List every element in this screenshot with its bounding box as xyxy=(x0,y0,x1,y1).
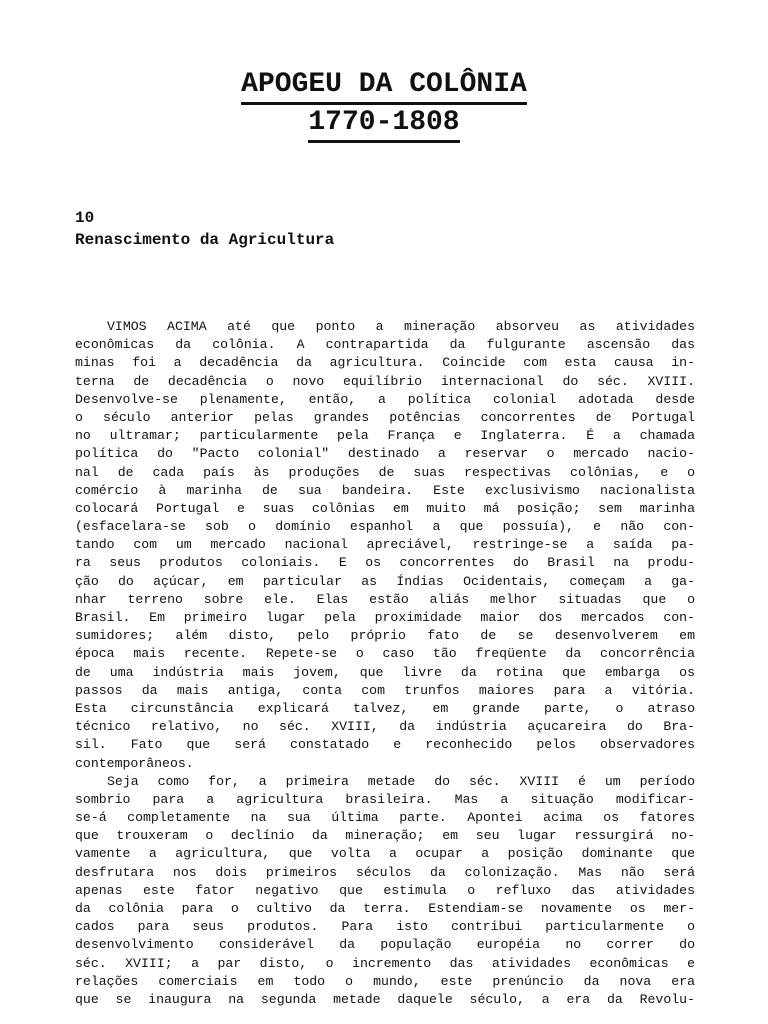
body-line: contemporâneos. xyxy=(75,755,194,771)
chapter-title: Renascimento da Agricultura xyxy=(75,231,335,249)
body-line: ção do açúcar, em particular as Índias Ocidentais, começam a ga- xyxy=(75,573,695,589)
title-line-1: APOGEU DA COLÔNIA xyxy=(241,68,527,105)
body-line: econômicas da colônia. A contrapartida da fulgurante ascensão das xyxy=(75,337,695,353)
body-line: tando com um mercado nacional apreciável, restringe-se a saída pa- xyxy=(75,537,695,553)
body-line: nal de cada país às produções de suas respectivas colônias, e o xyxy=(75,464,695,480)
body-line: época mais recente. Repete-se o caso tão freqüente da concorrência xyxy=(75,646,695,662)
body-line: no ultramar; particularmente pela França e Inglaterra. É a chamada xyxy=(75,428,695,444)
body-line: que se inaugura na segunda metade daquele século, a era da Revolu- xyxy=(75,991,695,1007)
chapter-number: 10 xyxy=(75,209,95,227)
body-line: política do "Pacto colonial" destinado a reservar o mercado nacio- xyxy=(75,446,695,462)
body-line: sumidores; além disto, pelo próprio fato de se desenvolverem em xyxy=(75,628,695,644)
body-line: se-á completamente na sua última parte. Apontei acima os fatores xyxy=(75,810,695,826)
body-line: apenas este fator negativo que estimula o refluxo das atividades xyxy=(75,882,695,898)
body-line: o século anterior pelas grandes potências concorrentes de Portugal xyxy=(75,409,695,425)
body-line: Seja como for, a primeira metade do séc. XVIII é um período xyxy=(107,773,695,789)
body-line: Esta circunstância explicará talvez, em grande parte, o atraso xyxy=(75,700,695,716)
body-line: vamente a agricultura, que volta a ocupar a posição dominante que xyxy=(75,846,695,862)
body-line: colocará Portugal e suas colônias em muito má posição; sem marinha xyxy=(75,500,695,516)
body-line: da colônia para o cultivo da terra. Estendiam-se novamente os mer- xyxy=(75,901,695,916)
body-line: comércio à marinha de sua bandeira. Este exclusivismo nacionalista xyxy=(75,482,695,498)
body-line: passos da mais antiga, conta com trunfos maiores para a vitória. xyxy=(75,682,695,698)
body-line: ra seus produtos coloniais. E os concorrentes do Brasil na produ- xyxy=(75,555,695,571)
body-line: sombrio para a agricultura brasileira. Mas a situação modificar- xyxy=(75,791,695,807)
body-line: Brasil. Em primeiro lugar pela proximidade maior dos mercados con- xyxy=(75,610,695,625)
body-line: Desenvolve-se plenamente, então, a política colonial adotada desde xyxy=(75,391,695,407)
body-line: sil. Fato que será constatado e reconhecido pelos observadores xyxy=(75,737,695,753)
body-text xyxy=(75,318,695,1009)
body-line: séc. XVIII; a par disto, o incremento das atividades econômicas e xyxy=(75,955,695,971)
body-line: nhar terreno sobre ele. Elas estão aliás melhor situadas que o xyxy=(75,591,695,607)
page-title xyxy=(0,68,768,144)
body-line: VIMOS ACIMA até que ponto a mineração absorveu as atividades xyxy=(107,319,695,334)
body-line: (esfacelara-se sob o domínio espanhol a que possuía), e não con- xyxy=(75,519,695,535)
body-line: que trouxeram o declínio da mineração; em seu lugar ressurgirá no- xyxy=(75,828,695,844)
body-line: desfrutara nos dois primeiros séculos da colonização. Mas não será xyxy=(75,864,695,880)
body-line: desenvolvimento considerável da população européia no correr do xyxy=(75,937,695,953)
title-line-2: 1770-1808 xyxy=(308,106,459,143)
body-line: terna de decadência o novo equilíbrio internacional do séc. XVIII. xyxy=(75,373,695,389)
body-line: de uma indústria mais jovem, que livre da rotina que embarga os xyxy=(75,664,695,680)
body-line: cados para seus produtos. Para isto contribui particularmente o xyxy=(75,919,695,935)
body-line: técnico relativo, no séc. XVIII, da indústria açucareira do Bra- xyxy=(75,719,695,735)
body-line: relações comerciais em todo o mundo, este prenúncio da nova era xyxy=(75,973,695,989)
body-line: minas foi a decadência da agricultura. Coincide com esta causa in- xyxy=(75,355,695,371)
